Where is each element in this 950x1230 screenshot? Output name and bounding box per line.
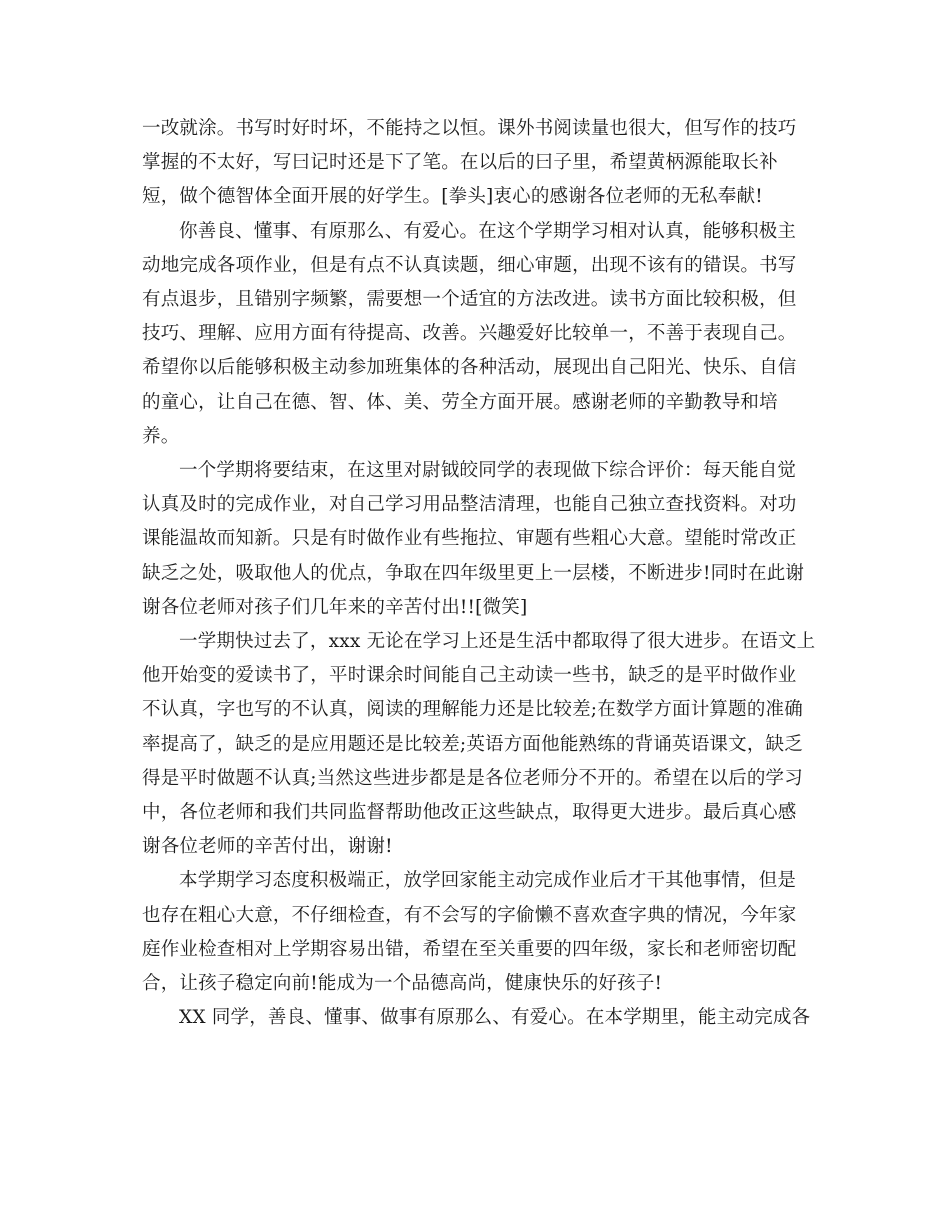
text-line: 短，做个德智体全面开展的好学生。[拳头]衷心的感谢各位老师的无私奉献! (142, 186, 763, 208)
text-line: 技巧、理解、应用方面有待提高、改善。兴趣爱好比较单一，不善于表现自己。 (142, 323, 797, 345)
text-line: 一学期快过去了，xxx 无论在学习上还是生活中都取得了很大进步。在语文上 (179, 631, 816, 653)
text-line: 本学期学习态度积极端正，放学回家能主动完成作业后才干其他事情，但是 (179, 870, 797, 892)
document-body (142, 112, 816, 1035)
text-line: 掌握的不太好，写曰记时还是下了笔。在以后的曰子里，希望黄柄源能取长补 (142, 152, 778, 174)
text-line: 率提高了，缺乏的是应用题还是比较差;英语方面他能熟练的背诵英语课文，缺乏 (142, 733, 803, 755)
text-line: 也存在粗心大意，不仔细检查，有不会写的字偷懒不喜欢查字典的情况，今年家 (142, 904, 797, 926)
paragraph-1 (142, 112, 812, 215)
paragraph-5 (142, 864, 812, 1001)
paragraph-2 (142, 215, 812, 454)
text-line: 希望你以后能够积极主动参加班集体的各种活动，展现出自己阳光、快乐、自信 (142, 357, 797, 379)
text-line: 你善良、懂事、有原那么、有爱心。在这个学期学习相对认真，能够积极主 (179, 220, 797, 242)
paragraph-3 (142, 454, 812, 625)
text-line: 有点退步，且错别字频繁，需要想一个适宜的方法改进。读书方面比较积极，但 (142, 289, 797, 311)
text-line: 课能温故而知新。只是有时做作业有些拖拉、审题有些粗心大意。望能时常改正 (142, 528, 797, 550)
text-line: XX 同学，善良、懂事、做事有原那么、有爱心。在本学期里，能主动完成各 (179, 1007, 811, 1029)
text-line: 养。 (142, 425, 180, 447)
text-line: 庭作业检查相对上学期容易出错，希望在至关重要的四年级，家长和老师密切配 (142, 938, 797, 960)
text-line: 谢各位老师的辛苦付出，谢谢! (142, 836, 393, 858)
text-line: 的童心，让自己在德、智、体、美、劳全方面开展。感谢老师的辛勤教导和培 (142, 391, 778, 413)
paragraph-6 (142, 1001, 812, 1035)
text-line: 得是平时做题不认真;当然这些进步都是是各位老师分不开的。希望在以后的学习 (142, 767, 803, 789)
text-line: 一改就涂。书写时好时坏，不能持之以恒。课外书阅读量也很大，但写作的技巧 (142, 118, 797, 139)
paragraph-4 (142, 625, 816, 864)
text-line: 认真及时的完成作业，对自己学习用品整洁清理，也能自己独立查找资料。对功 (142, 494, 797, 516)
text-line: 他开始变的爱读书了，平时课余时间能自己主动读一些书，缺乏的是平时做作业 (142, 665, 797, 687)
text-line: 一个学期将要结束，在这里对尉钺皎同学的表现做下综合评价：每天能自觉 (179, 460, 797, 482)
text-line: 中，各位老师和我们共同监督帮助他改正这些缺点，取得更大进步。最后真心感 (142, 802, 797, 824)
text-line: 谢各位老师对孩子们几年来的辛苦付出!![微笑] (142, 596, 528, 618)
text-line: 缺乏之处，吸取他人的优点，争取在四年级里更上一层楼，不断进步!同时在此谢 (142, 562, 805, 584)
text-line: 不认真，字也写的不认真，阅读的理解能力还是比较差;在数学方面计算题的准确 (142, 699, 803, 721)
text-line: 动地完成各项作业，但是有点不认真读题，细心审题，出现不该有的错误。书写 (142, 254, 797, 276)
text-line: 合，让孩子稳定向前!能成为一个品德高尚，健康快乐的好孩子! (142, 973, 663, 995)
